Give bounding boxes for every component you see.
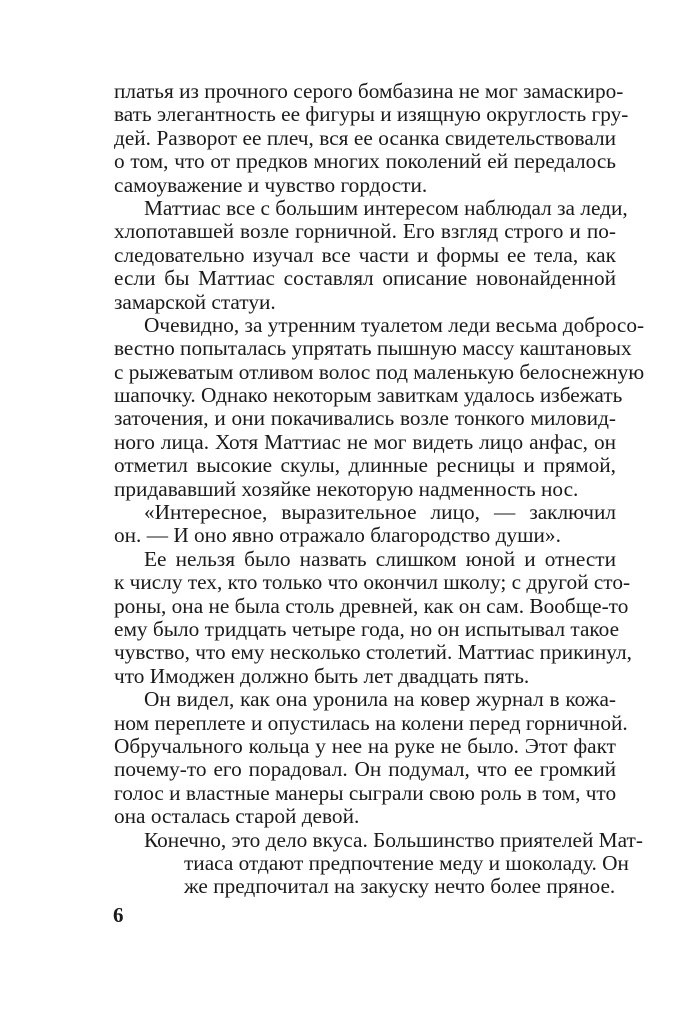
text-line: вать элегантность ее фигуры и изящную округлость гру- — [114, 102, 629, 127]
text-line: почему-то его порадовал. Он подумал, что ее громкий — [114, 757, 616, 782]
text-line: роны, она не была столь древней, как он сам. Вообще-то — [114, 593, 629, 618]
text-line: замарской статуи. — [114, 289, 276, 314]
body-text — [114, 79, 645, 899]
text-line: «Интересное, выразительное лицо, — заключил — [144, 500, 616, 525]
text-line: платья из прочного серого бомбазина не мог замаскиро- — [114, 79, 624, 103]
text-line: самоуважение и чувство гордости. — [114, 172, 428, 197]
text-line: Он видел, как она уронила на ковер журнал в кожа- — [144, 687, 616, 712]
text-line: дей. Разворот ее плеч, вся ее осанка свидетельствовали — [114, 125, 616, 150]
text-line: вестно попыталась упрятать пышную массу каштановых — [114, 336, 632, 361]
text-line: ему было тридцать четыре года, но он испытывал такое — [114, 616, 620, 641]
text-line: заточения, и они покачивались возле тонкого миловид- — [114, 406, 616, 431]
text-line: что Имоджен должно быть лет двадцать пять. — [114, 663, 530, 688]
text-line: же предпочитал на закуску нечто более пряное. — [184, 874, 616, 899]
text-line: ном переплете и опустилась на колени перед горничной. — [114, 710, 628, 735]
text-line: тиаса отдают предпочтение меду и шоколаду. Он — [184, 850, 629, 875]
text-line: шапочку. Однако некоторым завиткам удалось избежать — [114, 383, 623, 408]
text-line: о том, что от предков многих поколений ей передалось — [114, 149, 616, 174]
text-line: она осталась старой девой. — [114, 804, 360, 829]
text-line: он. — И оно явно отражало благородство души». — [114, 523, 561, 548]
text-line: отметил высокие скулы, длинные ресницы и прямой, — [114, 453, 616, 478]
text-line: хлопотавшей возле горничной. Его взгляд строго и по- — [114, 219, 616, 244]
text-line: следовательно изучал все части и формы ее тела, как — [114, 242, 616, 267]
text-line: Маттиас все с большим интересом наблюдал за леди, — [144, 195, 628, 220]
text-line: Ее нельзя было назвать слишком юной и отнести — [144, 546, 616, 571]
page-number: 6 — [113, 903, 124, 927]
text-line: придававший хозяйке некоторую надменность нос. — [114, 476, 579, 501]
text-line: с рыжеватым отливом волос под маленькую белоснежную — [114, 359, 645, 384]
text-line: Обручального кольца у нее на руке не было. Этот факт — [114, 733, 616, 758]
text-line: Очевидно, за утренним туалетом леди весьма добросо- — [144, 312, 645, 337]
text-line: Конечно, это дело вкуса. Большинство приятелей Мат- — [144, 827, 643, 852]
text-line: чувство, что ему несколько столетий. Маттиас прикинул, — [114, 640, 632, 665]
text-line: ного лица. Хотя Маттиас не мог видеть лицо анфас, он — [114, 429, 616, 454]
text-line: голос и властные манеры сыграли свою роль в том, что — [114, 780, 617, 805]
text-line: к числу тех, кто только что окончил школу; с другой сто- — [114, 570, 631, 595]
text-line: если бы Маттиас составлял описание новонайденной — [114, 266, 616, 291]
